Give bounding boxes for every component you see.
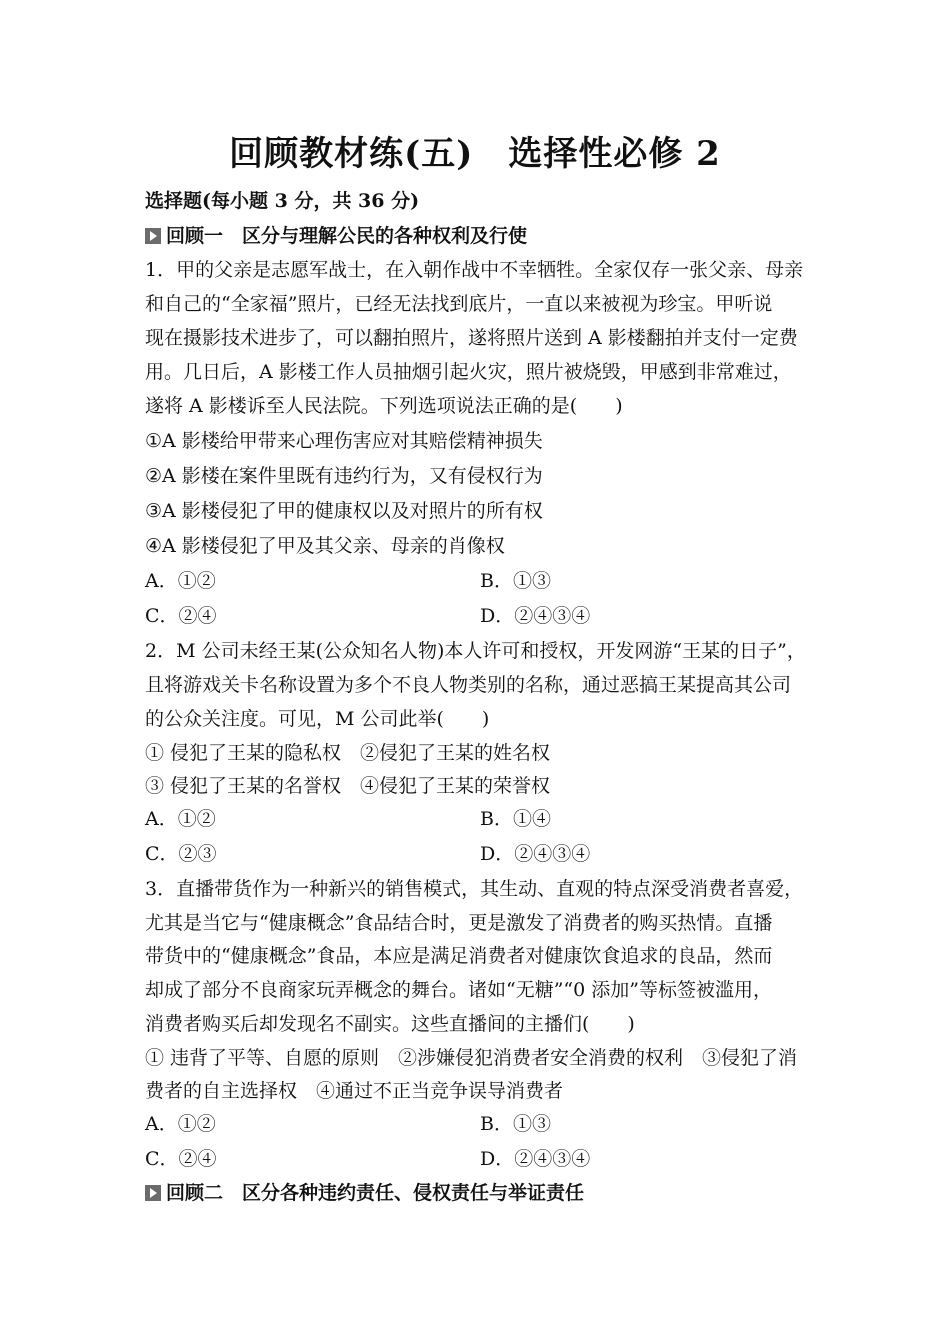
q3-item-2: 费者的自主选择权 ④通过不正当竞争误导消费者 bbox=[145, 1080, 564, 1102]
q1-option-a: A．①② bbox=[145, 570, 216, 592]
q1-line-2: 和自己的“全家福”照片，已经无法找到底片，一直以来被视为珍宝。甲听说 bbox=[145, 293, 773, 315]
q2-line-1: 2．M 公司未经王某(公众知名人物)本人许可和授权，开发网游“王某的日子”， bbox=[145, 640, 806, 662]
q3-line-3: 带货中的“健康概念”食品，本应是满足消费者对健康饮食追求的良品，然而 bbox=[145, 945, 773, 967]
q1-line-3: 现在摄影技术进步了，可以翻拍照片，遂将照片送到 A 影楼翻拍并支付一定费 bbox=[145, 327, 798, 349]
q1-line-1: 1．甲的父亲是志愿军战士，在入朝作战中不幸牺牲。全家仅存一张父亲、母亲 bbox=[145, 259, 804, 281]
q2-line-2: 且将游戏关卡名称设置为多个不良人物类别的名称，通过恶搞王某提高其公司 bbox=[145, 674, 792, 696]
q1-option-c: C．②④ bbox=[145, 605, 217, 627]
play-triangle-icon bbox=[145, 1185, 161, 1201]
q2-option-b: B．①④ bbox=[480, 808, 551, 830]
q3-line-1: 3．直播带货作为一种新兴的销售模式，其生动、直观的特点深受消费者喜爱， bbox=[145, 878, 804, 900]
q1-item-4: ④A 影楼侵犯了甲及其父亲、母亲的肖像权 bbox=[145, 535, 505, 557]
q3-option-d: D．②④③④ bbox=[480, 1148, 591, 1170]
q2-item-1: ① 侵犯了王某的隐私权 ②侵犯了王某的姓名权 bbox=[145, 742, 551, 764]
q3-option-b: B．①③ bbox=[480, 1113, 551, 1135]
q1-line-5: 遂将 A 影楼诉至人民法院。下列选项说法正确的是( ) bbox=[145, 395, 623, 417]
q3-item-1: ① 违背了平等、自愿的原则 ②涉嫌侵犯消费者安全消费的权利 ③侵犯了消 bbox=[145, 1047, 798, 1069]
q1-line-4: 用。几日后，A 影楼工作人员抽烟引起火灾，照片被烧毁，甲感到非常难过， bbox=[145, 361, 792, 383]
q3-option-a: A．①② bbox=[145, 1113, 216, 1135]
section-heading-2 bbox=[145, 1180, 584, 1206]
instruction: 选择题(每小题 3 分，共 36 分) bbox=[145, 190, 420, 212]
q3-option-c: C．②④ bbox=[145, 1148, 217, 1170]
page-title: 回顾教材练(五) 选择性必修 2 bbox=[229, 134, 721, 174]
q2-item-2: ③ 侵犯了王某的名誉权 ④侵犯了王某的荣誉权 bbox=[145, 775, 551, 797]
q2-option-a: A．①② bbox=[145, 808, 216, 830]
q2-option-c: C．②③ bbox=[145, 843, 217, 865]
q2-line-3: 的公众关注度。可见，M 公司此举( ) bbox=[145, 708, 490, 730]
play-triangle-icon bbox=[145, 228, 161, 244]
section-heading-1 bbox=[145, 223, 527, 249]
q1-item-2: ②A 影楼在案件里既有违约行为，又有侵权行为 bbox=[145, 465, 543, 487]
section-label: 回顾一 区分与理解公民的各种权利及行使 bbox=[166, 225, 528, 247]
q2-option-d: D．②④③④ bbox=[480, 843, 591, 865]
q1-item-3: ③A 影楼侵犯了甲的健康权以及对照片的所有权 bbox=[145, 500, 543, 522]
q1-item-1: ①A 影楼给甲带来心理伤害应对其赔偿精神损失 bbox=[145, 430, 543, 452]
q1-option-d: D．②④③④ bbox=[480, 605, 591, 627]
q3-line-5: 消费者购买后却发现名不副实。这些直播间的主播们( ) bbox=[145, 1013, 635, 1035]
q3-line-4: 却成了部分不良商家玩弄概念的舞台。诸如“无糖”“0 添加”等标签被滥用， bbox=[145, 979, 772, 1001]
q3-line-2: 尤其是当它与“健康概念”食品结合时，更是激发了消费者的购买热情。直播 bbox=[145, 912, 773, 934]
q1-option-b: B．①③ bbox=[480, 570, 551, 592]
section-label: 回顾二 区分各种违约责任、侵权责任与举证责任 bbox=[166, 1182, 585, 1204]
